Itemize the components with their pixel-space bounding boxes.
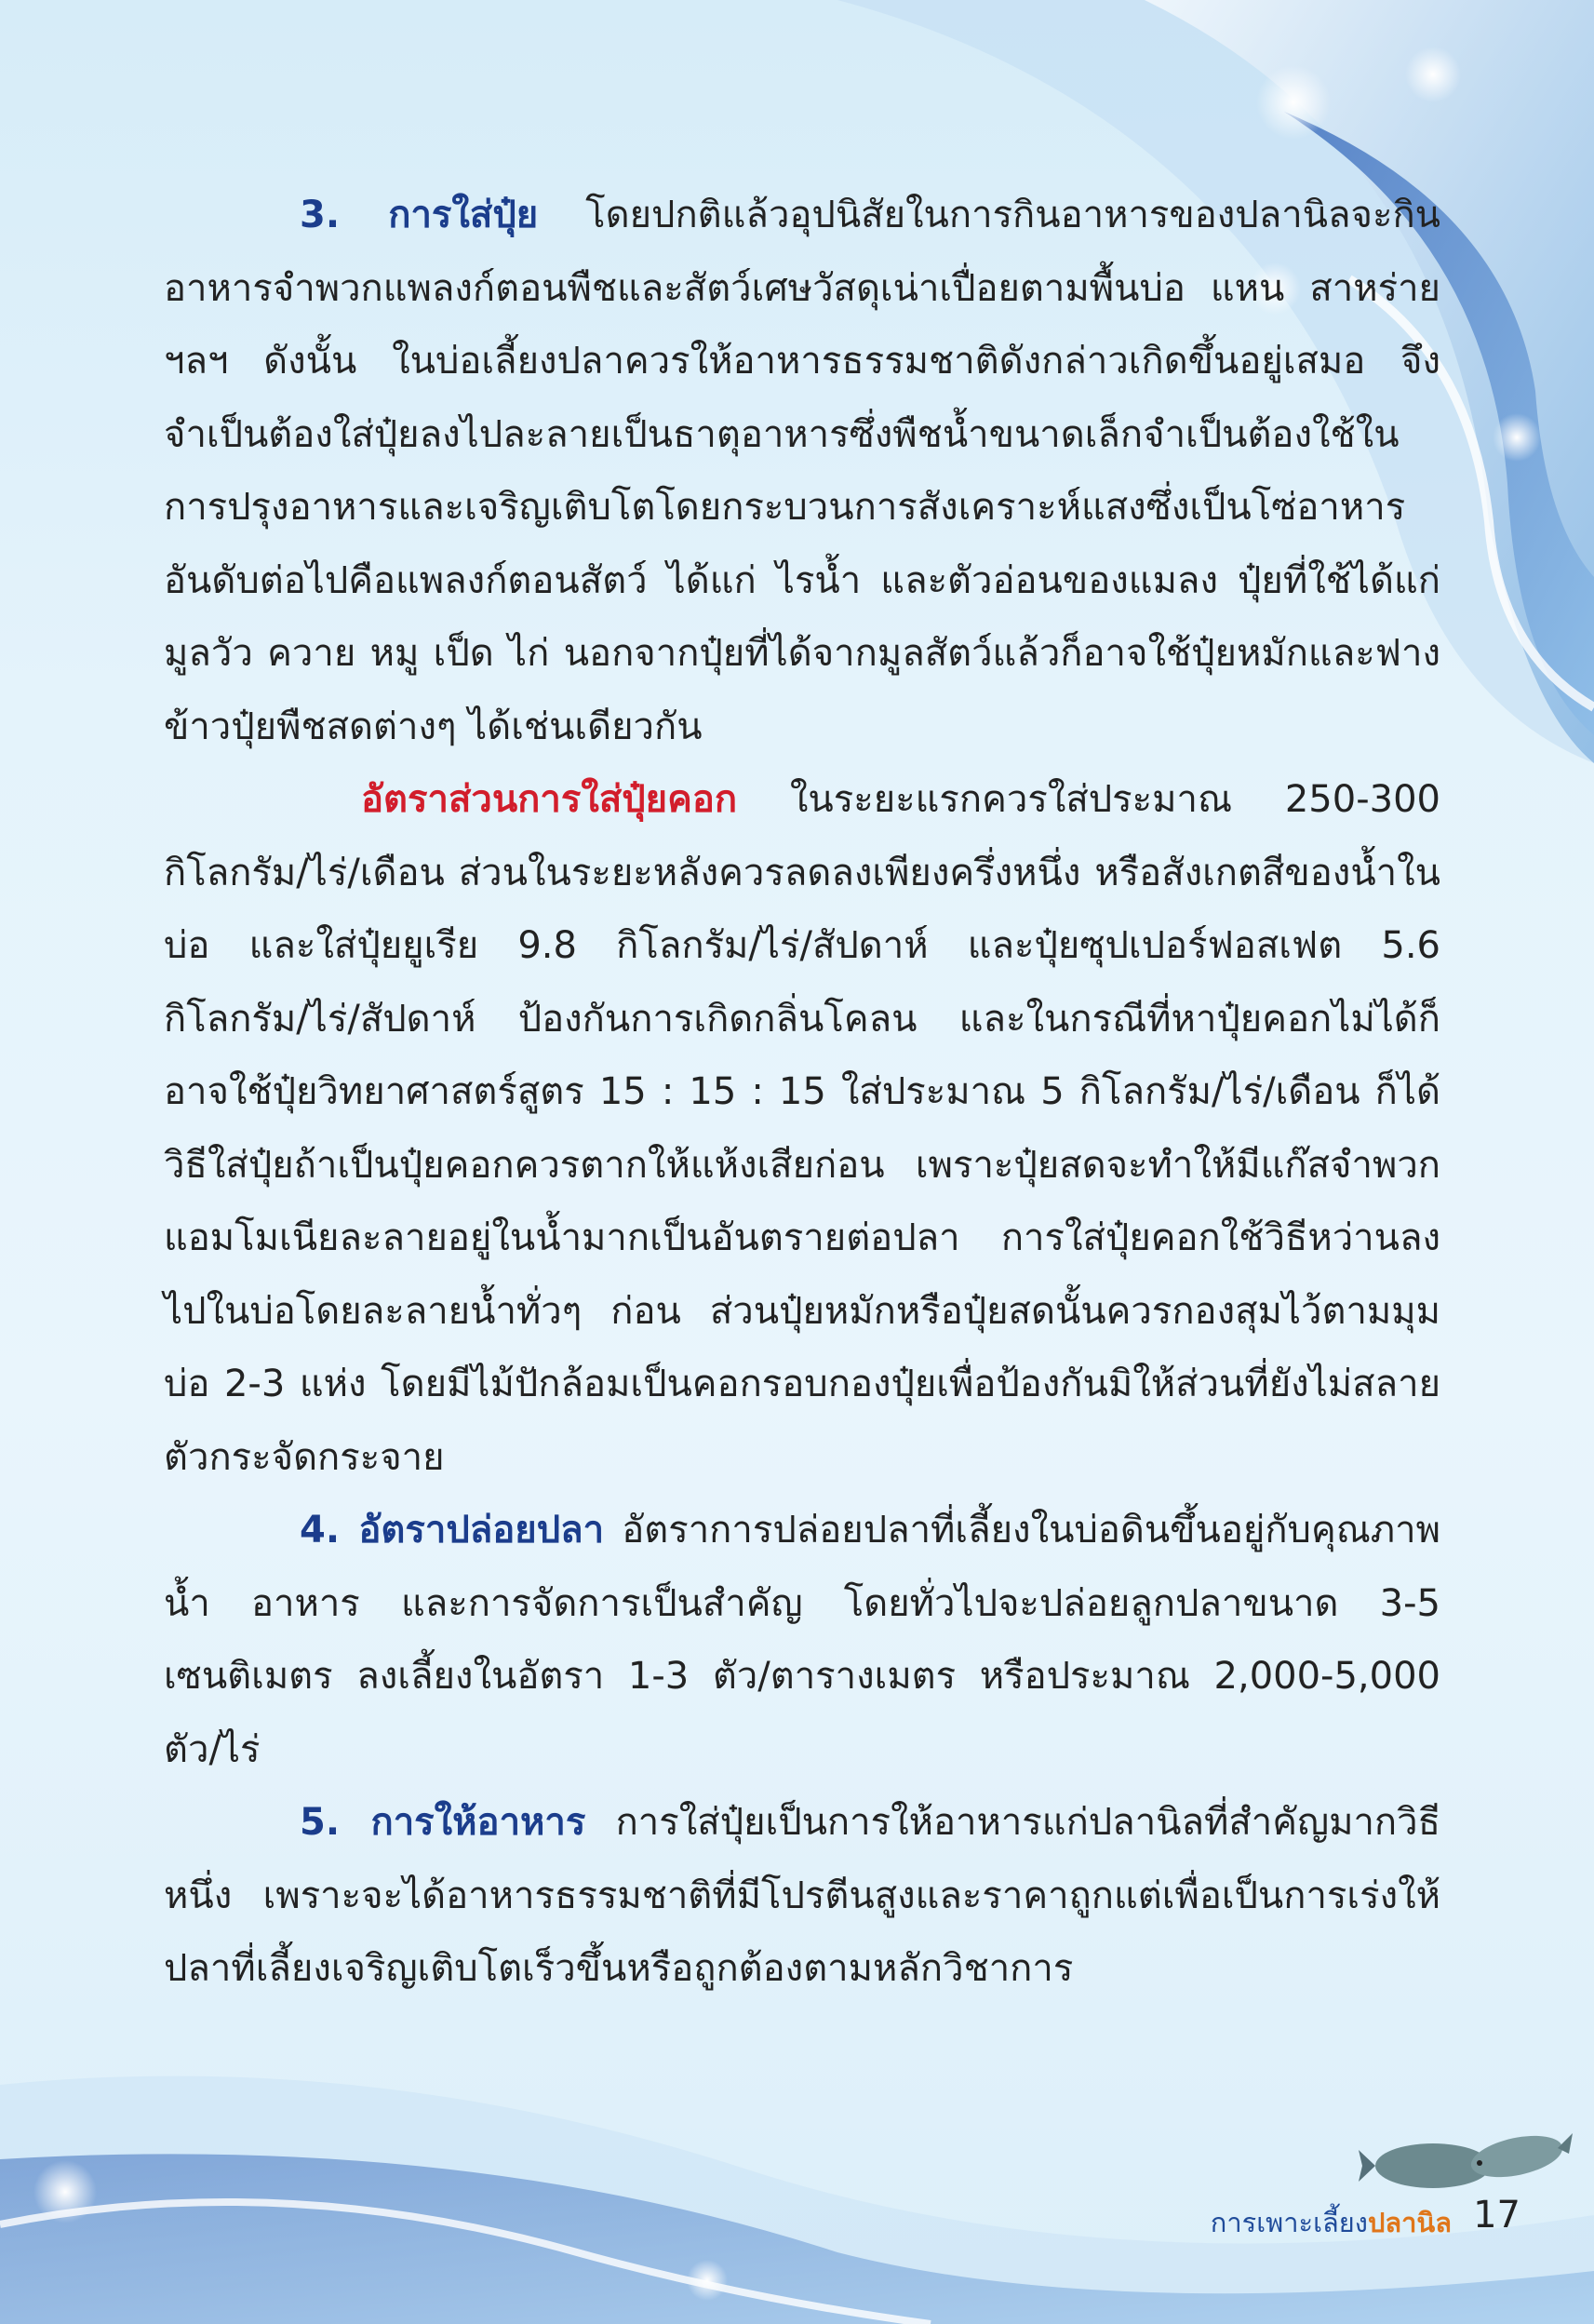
paragraph-text: ในระยะแรกควรใส่ประมาณ 250-300 กิโลกรัม/ไร่/เดือน ส่วนในระยะหลังควรลดลงเพียงครึ่งหนึ่ง หรือสังเกตสีของน้ำในบ่อ และใส่ปุ๋ยยูเรีย 9.8 กิโลกรัม/ไร่/สัปดาห์ และปุ๋ยซุปเปอร์ฟอสเฟต 5.6 กิโลกรัม/ไร่/สัปดาห์ ป้องกันการเกิดกลิ่นโคลน และในกรณีที่หาปุ๋ยคอกไม่ได้ก็อาจใช้ปุ๋ยวิทยาศาสตร์สูตร 15 : 15 : 15 ใส่ประมาณ 5 กิโลกรัม/ไร่/เดือน ก็ได้ วิธีใส่ปุ๋ยถ้าเป็นปุ๋ยคอกควรตากให้แห้งเสียก่อน เพราะปุ๋ยสดจะทำให้มีแก๊สจำพวกแอมโมเนียละลายอยู่ในน้ำมากเป็นอันตรายต่อปลา การใส่ปุ๋ยคอกใช้วิธีหว่านลงไปในบ่อโดยละลายน้ำทั่วๆ ก่อน ส่วนปุ๋ยหมักหรือปุ๋ยสดนั้นควรกองสุมไว้ตามมุมบ่อ 2-3 แห่ง โดยมีไม้ปักล้อมเป็นคอกรอบกองปุ๋ยเพื่อป้องกันมิให้ส่วนที่ยังไม่สลายตัวกระจัดกระจาย: [164, 778, 1440, 1479]
paragraph-text: อัตราการปล่อยปลาที่เลี้ยงในบ่อดินขึ้นอยู่กับคุณภาพน้ำ อาหาร และการจัดการเป็นสำคัญ โดยทั่วไปจะปล่อยลูกปลาขนาด 3-5 เซนติเมตร ลงเลี้ยงในอัตรา 1-3 ตัว/ตารางเมตร หรือประมาณ 2,000-5,000 ตัว/ไร่: [164, 1509, 1440, 1771]
paragraph-text: การใส่ปุ๋ยเป็นการให้อาหารแก่ปลานิลที่สำคัญมากวิธีหนึ่ง เพราะจะได้อาหารธรรมชาติที่มีโปรตีนสูงและราคาถูกแต่เพื่อเป็นการเร่งให้ปลาที่เลี้ยงเจริญเติบโตเร็วขึ้นหรือถูกต้องตามหลักวิชาการ: [164, 1801, 1441, 1990]
section-heading-3: 3. การใส่ปุ๋ย: [300, 194, 539, 236]
subsection-heading-manure: อัตราส่วนการใส่ปุ๋ยคอก: [361, 778, 738, 821]
page-footer: [1210, 2190, 1526, 2246]
page-number: 17: [1473, 2194, 1520, 2237]
section-heading-4: 4. อัตราปล่อยปลา: [300, 1509, 605, 1552]
paragraph-manure-ratio: [164, 763, 1440, 1494]
book-title-part2: ปลานิล: [1367, 2207, 1452, 2238]
book-title-part1: การเพาะเลี้ยง: [1210, 2207, 1368, 2238]
paragraph-stocking-rate: [164, 1494, 1440, 1786]
paragraph-fertilizing: [164, 179, 1440, 763]
paragraph-feeding: [164, 1786, 1440, 2006]
section-heading-5: 5. การให้อาหาร: [300, 1801, 586, 1844]
book-title: [1211, 2201, 1452, 2244]
article-body: [164, 179, 1440, 2006]
paragraph-text: โดยปกติแล้วอุปนิสัยในการกินอาหารของปลานิลจะกินอาหารจำพวกแพลงก์ตอนพืชและสัตว์เศษวัสดุเน่าเปื่อยตามพื้นบ่อ แหน สาหร่าย ฯลฯ ดังนั้น ในบ่อเลี้ยงปลาควรให้อาหารธรรมชาติดังกล่าวเกิดขึ้นอยู่เสมอ จึงจำเป็นต้องใส่ปุ๋ยลงไปละลายเป็นธาตุอาหารซึ่งพืชน้ำขนาดเล็กจำเป็นต้องใช้ในการปรุงอาหารและเจริญเติบโตโดยกระบวนการสังเคราะห์แสงซึ่งเป็นโซ่อาหาร อันดับต่อไปคือแพลงก์ตอนสัตว์ ได้แก่ ไรน้ำ และตัวอ่อนของแมลง ปุ๋ยที่ใช้ได้แก่มูลวัว ควาย หมู เป็ด ไก่ นอกจากปุ๋ยที่ได้จากมูลสัตว์แล้วก็อาจใช้ปุ๋ยหมักและฟางข้าวปุ๋ยพืชสดต่างๆ ได้เช่นเดียวกัน: [164, 194, 1441, 748]
